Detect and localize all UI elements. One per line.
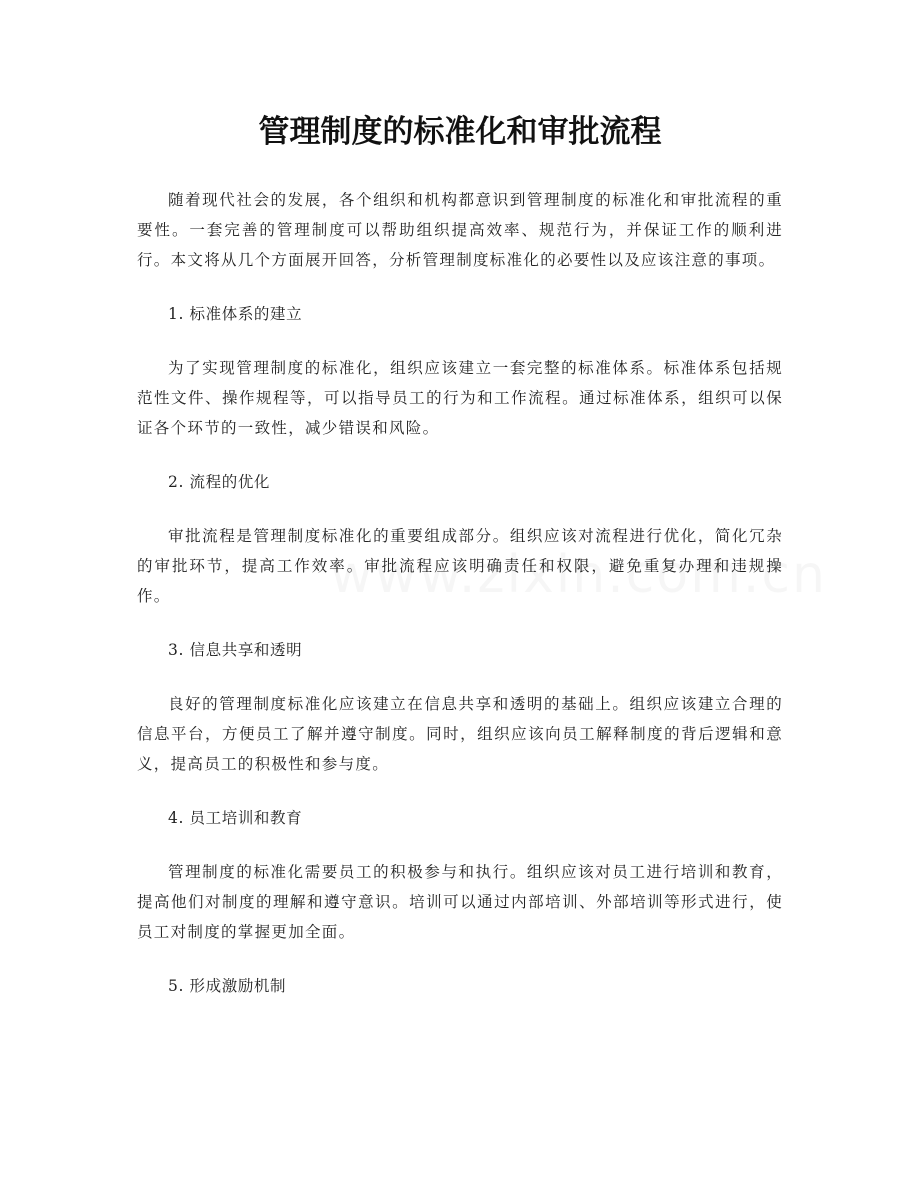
page-title: 管理制度的标准化和审批流程 [258,114,662,150]
section-heading-5: 5. 形成激励机制 [168,977,287,995]
section-paragraph-2: 审批流程是管理制度标准化的重要组成部分。组织应该对流程进行优化，简化冗杂的审批环节，提高工作效率。审批流程应该明确责任和权限，避免重复办理和违规操作。 [137,527,783,605]
section-heading-2: 2. 流程的优化 [168,473,271,491]
section-heading-1: 1. 标准体系的建立 [168,305,303,323]
section-heading-4: 4. 员工培训和教育 [168,809,303,827]
section-paragraph-4: 管理制度的标准化需要员工的积极参与和执行。组织应该对员工进行培训和教育，提高他们对制度的理解和遵守意识。培训可以通过内部培训、外部培训等形式进行，使员工对制度的掌握更加全面。 [137,863,783,941]
section-paragraph-3: 良好的管理制度标准化应该建立在信息共享和透明的基础上。组织应该建立合理的信息平台，方便员工了解并遵守制度。同时，组织应该向员工解释制度的背后逻辑和意义，提高员工的积极性和参与度。 [137,695,783,773]
intro-paragraph: 随着现代社会的发展，各个组织和机构都意识到管理制度的标准化和审批流程的重要性。一套完善的管理制度可以帮助组织提高效率、规范行为，并保证工作的顺利进行。本文将从几个方面展开回答，分析管理制度标准化的必要性以及应该注意的事项。 [137,191,783,269]
section-heading-3: 3. 信息共享和透明 [168,641,303,659]
document-body [137,185,783,1001]
section-paragraph-1: 为了实现管理制度的标准化，组织应该建立一套完整的标准体系。标准体系包括规范性文件、操作规程等，可以指导员工的行为和工作流程。通过标准体系，组织可以保证各个环节的一致性，减少错误和风险。 [137,359,783,437]
